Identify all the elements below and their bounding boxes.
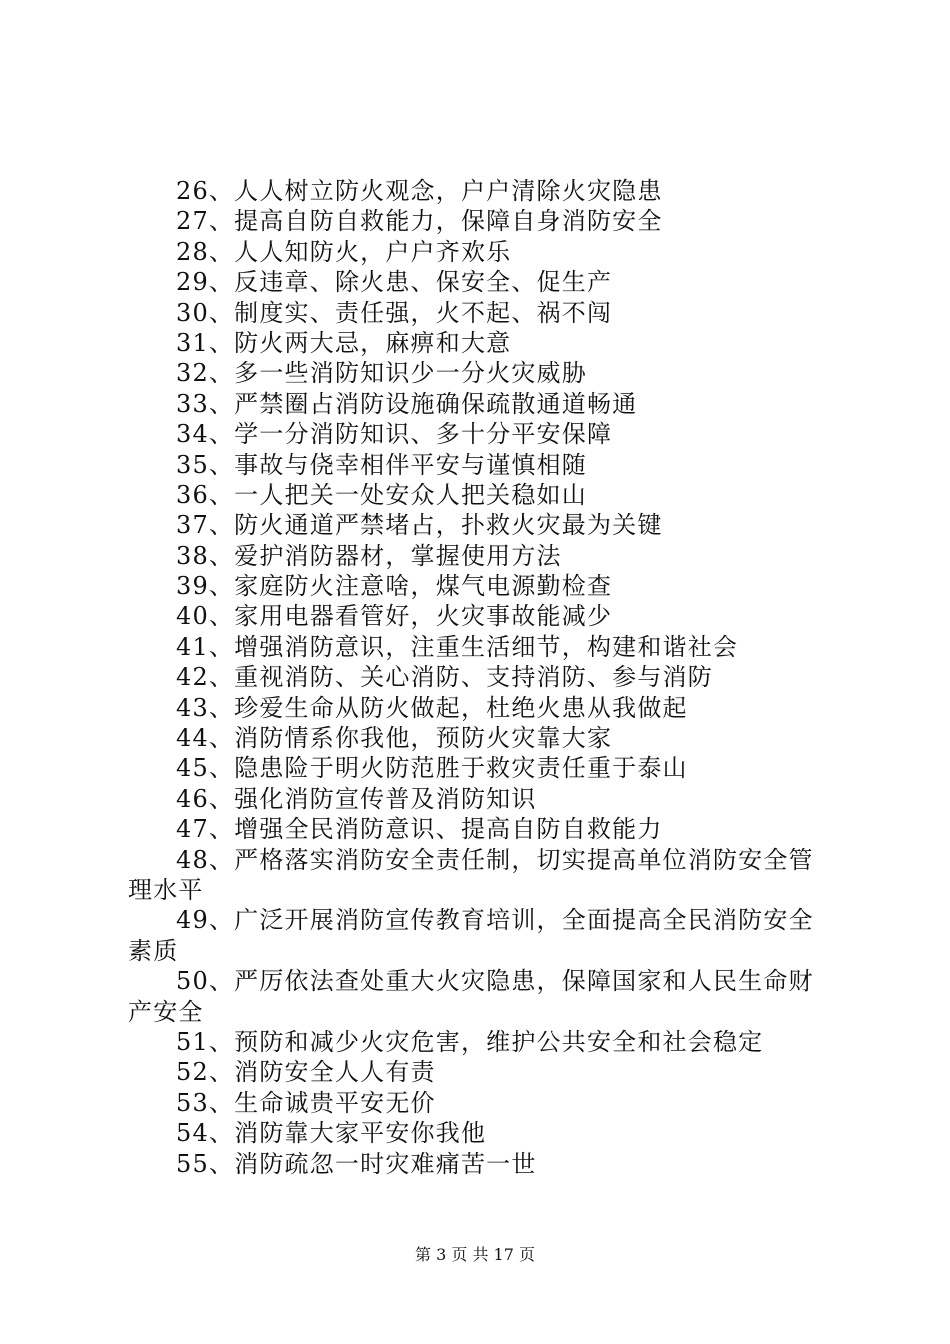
list-item: 39、家庭防火注意啥，煤气电源勤检查 [176, 572, 613, 601]
list-item: 26、人人树立防火观念，户户清除火灾隐患 [176, 177, 663, 205]
list-item: 31、防火两大忌，麻痹和大意 [176, 328, 512, 357]
list-item: 50、严厉依法查处重大火灾隐患，保障国家和人民生命财 [176, 967, 814, 996]
list-item: 45、隐患险于明火防范胜于救灾责任重于泰山 [176, 754, 688, 783]
list-item: 47、增强全民消防意识、提高自防自救能力 [176, 815, 663, 844]
list-item: 54、消防靠大家平安你我他 [176, 1119, 487, 1148]
list-item: 41、增强消防意识，注重生活细节，构建和谐社会 [176, 632, 739, 661]
slogan-list [128, 176, 838, 1179]
list-item-continuation: 素质 [128, 936, 179, 965]
list-item: 42、重视消防、关心消防、支持消防、参与消防 [176, 663, 713, 692]
list-item-continuation: 产安全 [128, 997, 204, 1026]
page-number-footer: 第 3 页 共 17 页 [415, 1245, 535, 1264]
list-item: 55、消防疏忽一时灾难痛苦一世 [176, 1149, 537, 1178]
list-item: 29、反违章、除火患、保安全、促生产 [176, 268, 613, 297]
list-item: 36、一人把关一处安众人把关稳如山 [176, 480, 587, 509]
list-item-continuation: 理水平 [128, 875, 204, 904]
list-item: 52、消防安全人人有责 [176, 1058, 436, 1087]
list-item: 32、多一些消防知识少一分火灾威胁 [176, 359, 587, 388]
list-item: 46、强化消防宣传普及消防知识 [176, 784, 537, 813]
list-item: 37、防火通道严禁堵占，扑救火灾最为关键 [176, 511, 663, 540]
list-item: 48、严格落实消防安全责任制，切实提高单位消防安全管 [176, 845, 814, 874]
list-item: 43、珍爱生命从防火做起，杜绝火患从我做起 [176, 693, 688, 722]
list-item: 53、生命诚贵平安无价 [176, 1088, 436, 1117]
list-item: 28、人人知防火，户户齐欢乐 [176, 237, 512, 266]
list-item: 40、家用电器看管好，火灾事故能减少 [176, 602, 613, 631]
list-item: 33、严禁圈占消防设施确保疏散通道畅通 [176, 389, 638, 418]
list-item: 44、消防情系你我他，预防火灾靠大家 [176, 724, 613, 753]
list-item: 30、制度实、责任强，火不起、祸不闯 [176, 298, 613, 327]
list-item: 34、学一分消防知识、多十分平安保障 [176, 420, 613, 449]
list-item: 49、广泛开展消防宣传教育培训，全面提高全民消防安全 [176, 906, 814, 935]
list-item: 27、提高自防自救能力，保障自身消防安全 [176, 207, 663, 236]
list-item: 38、爱护消防器材，掌握使用方法 [176, 541, 562, 570]
list-item: 35、事故与侥幸相伴平安与谨慎相随 [176, 450, 587, 479]
list-item: 51、预防和减少火灾危害，维护公共安全和社会稳定 [176, 1027, 764, 1056]
